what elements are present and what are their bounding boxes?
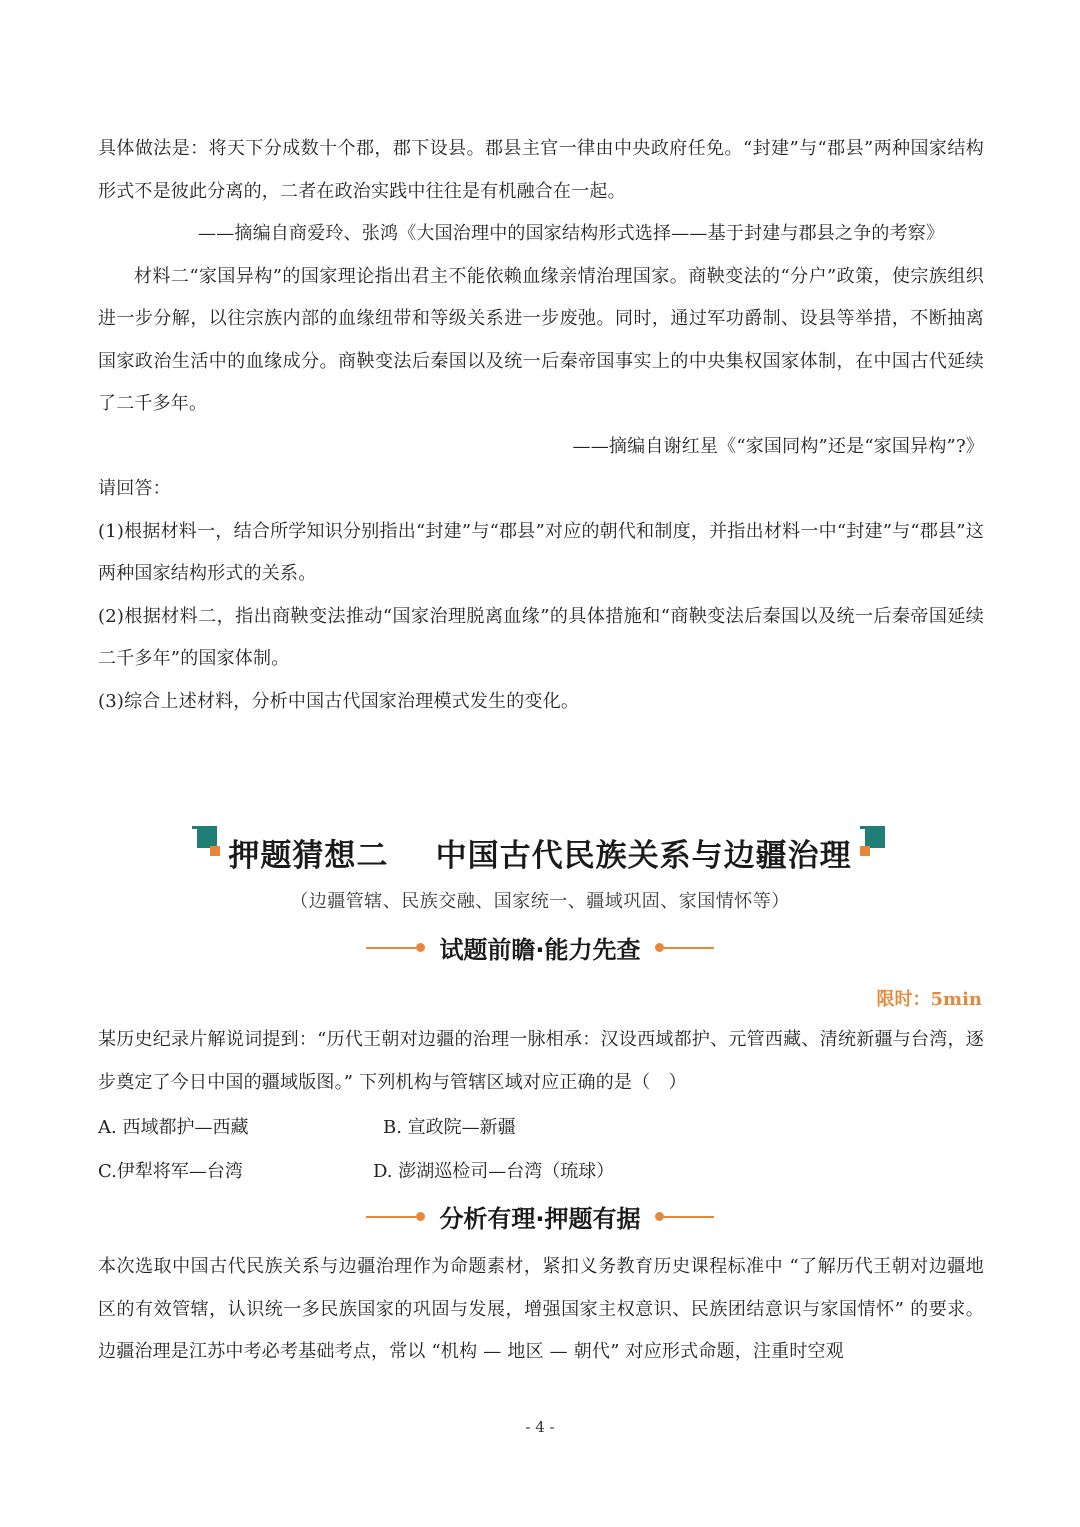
option-b: B. 宣政院—新疆 — [383, 1117, 516, 1138]
preview-section-bar — [0, 930, 1080, 970]
material-one-source: ——摘编自商爱玲、张鸿《大国治理中的国家结构形式选择——基于封建与郡县之争的考察》 — [198, 223, 945, 244]
question-stem: 某历史纪录片解说词提到：“历代王朝对边疆的治理一脉相承：汉设西域都护、元管西藏、清统新疆与台湾，逐步奠定了今日中国的疆域版图。” 下列机构与管辖区域对应正确的是（ ） — [98, 1029, 984, 1093]
material-one-block — [98, 128, 984, 723]
bar-left-dot-icon — [416, 1212, 425, 1221]
analysis-text: 本次选取中国古代民族关系与边疆治理作为命题素材，紧扣义务教育历史课程标准中 “了解历代王朝对边疆地区的有效管辖，认识统一多民族国家的巩固与发展，增强国家主权意识、民族团结意识与家国情怀” 的要求。边疆治理是江苏中考必考基础考点，常以 “机构 — 地区 — 朝代” 对应形式命题，注重时空观 — [98, 1256, 984, 1362]
material-two-text: 材料二“家国异构”的国家理论指出君主不能依赖血缘亲情治理国家。商鞅变法的“分户”政策，使宗族组织进一步分解，以往宗族内部的血缘纽带和等级关系进一步废弛。同时，通过军功爵制、设县等举措，不断抽离国家政治生活中的血缘成分。商鞅变法后秦国以及统一后秦帝国事实上的中央集权国家体制，在中国古代延续了二千多年。 — [98, 265, 984, 414]
bar-right-dot-icon — [655, 943, 664, 952]
bar-right-dot-icon — [655, 1212, 664, 1221]
option-a: A. 西域都护—西藏 — [98, 1117, 249, 1138]
answer-prompt: 请回答： — [98, 478, 171, 499]
option-c: C.伊犁将军—台湾 — [98, 1161, 243, 1182]
bar-left-line — [366, 947, 416, 949]
section-title: 押题猜想二 中国古代民族关系与边疆治理 — [228, 838, 852, 874]
bar-left-dot-icon — [416, 943, 425, 952]
analysis-section-label: 分析有理·押题有据 — [439, 1205, 641, 1233]
question-1: (1)根据材料一，结合所学知识分别指出“封建”与“郡县”对应的朝代和制度，并指出材料一中“封建”与“郡县”这两种国家结构形式的关系。 — [98, 520, 984, 584]
question-2: (2)根据材料二，指出商鞅变法推动“国家治理脱离血缘”的具体措施和“商鞅变法后秦国以及统一后秦帝国延续二千多年”的国家体制。 — [98, 605, 984, 669]
bar-right-line — [664, 1216, 714, 1218]
question-block — [98, 1019, 984, 1104]
options-block — [98, 1113, 984, 1193]
section-heading — [0, 822, 1080, 886]
question-3: (3)综合上述材料，分析中国古代国家治理模式发生的变化。 — [98, 690, 580, 712]
preview-section-label: 试题前瞻·能力先查 — [439, 936, 641, 964]
bar-right-line — [664, 947, 714, 949]
option-d: D. 澎湖巡检司—台湾（琉球） — [373, 1161, 615, 1182]
heading-right-decoration-icon — [860, 826, 890, 862]
analysis-section-bar — [0, 1199, 1080, 1239]
bar-left-line — [366, 1216, 416, 1218]
material-two-source: ——摘编自谢红星《“家国同构”还是“家国异构”?》 — [572, 435, 984, 457]
section-subtitle: （边疆管辖、民族交融、国家统一、疆域巩固、家国情怀等） — [290, 891, 790, 912]
material-one-text: 具体做法是：将天下分成数十个郡，郡下设县。郡县主官一律由中央政府任免。“封建”与“郡县”两种国家结构形式不是彼此分离的，二者在政治实践中往往是有机融合在一起。 — [98, 138, 984, 202]
page-number: - 4 - — [525, 1418, 555, 1436]
analysis-block — [98, 1246, 984, 1374]
time-limit: 限时：5min — [876, 989, 982, 1010]
